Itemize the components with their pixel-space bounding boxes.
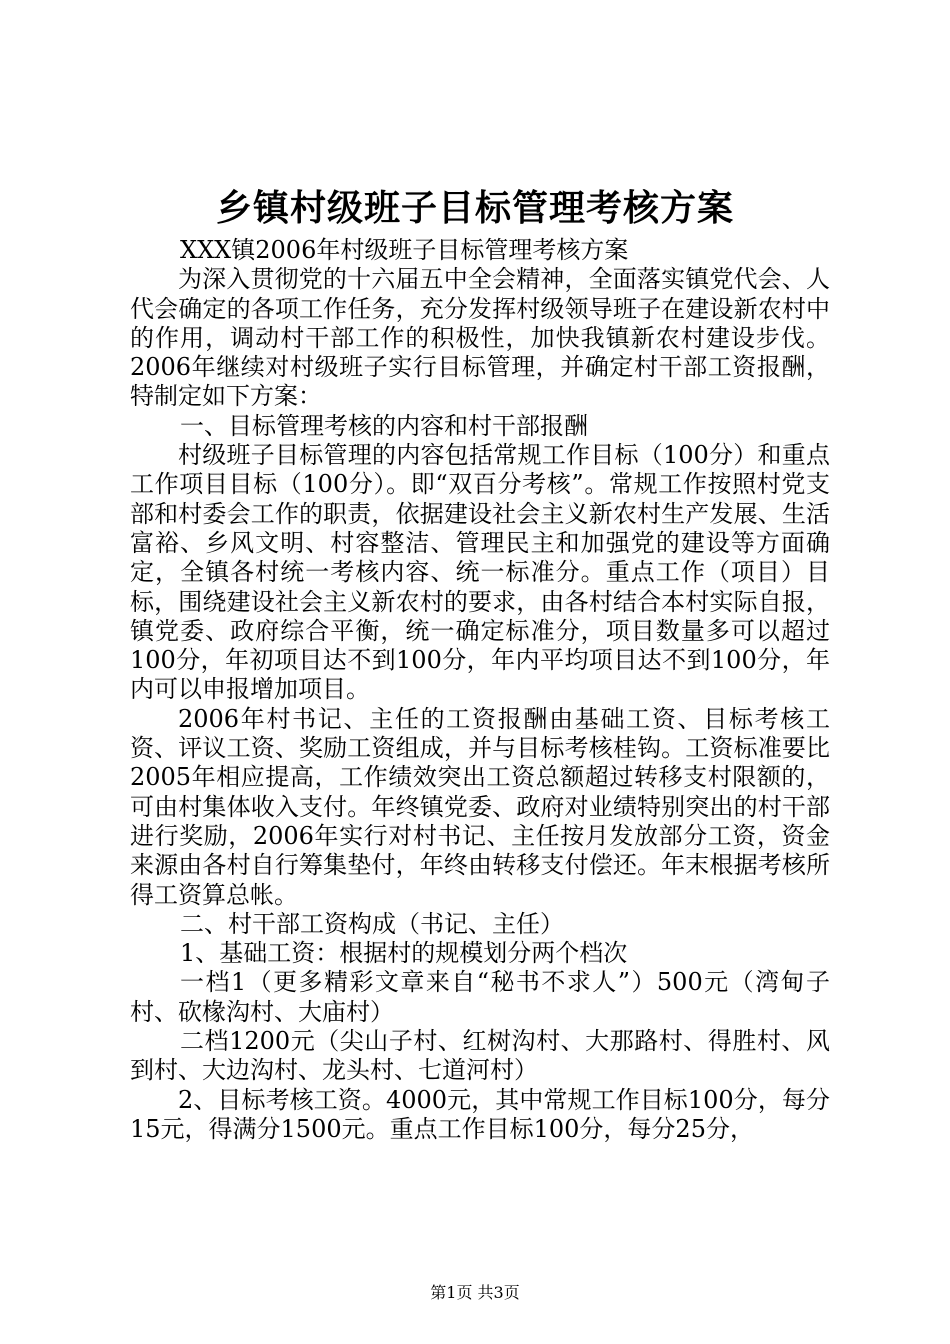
item-base-salary: 1、基础工资：根据村的规模划分两个档次	[180, 939, 628, 968]
document-body	[130, 236, 830, 1144]
paragraph-content: 村级班子目标管理的内容包括常规工作目标（100分）和重点工作项目目标（100分）。即“双百分考核”。常规工作按照村党支部和村委会工作的职责，依据建设社会主义新农村生产发展、生活富裕、乡风文明、村容整洁、管理民主和加强党的建设等方面确定，全镇各村统一考核内容、统一标准分。重点工作（项目）目标，围绕建设社会主义新农村的要求，由各村结合本村实际自报，镇党委、政府综合平衡，统一确定标准分，项目数量多可以超过100分，年初项目达不到100分，年内平均项目达不到100分，年内可以申报增加项目。	[130, 441, 830, 704]
item-tier-one: 一档1（更多精彩文章来自“秘书不求人”）500元（湾甸子村、砍椽沟村、大庙村）	[130, 968, 830, 1026]
section-heading-2: 二、村干部工资构成（书记、主任）	[180, 909, 564, 938]
document-title: 乡镇村级班子目标管理考核方案	[215, 187, 734, 229]
section-heading-1: 一、目标管理考核的内容和村干部报酬	[180, 411, 588, 440]
item-tier-two: 二档1200元（尖山子村、红树沟村、大那路村、得胜村、风到村、大边沟村、龙头村、七道河村）	[130, 1027, 830, 1085]
item-target-salary: 2、目标考核工资。4000元，其中常规工作目标100分，每分15元，得满分1500元。重点工作目标100分，每分25分，	[130, 1085, 830, 1143]
paragraph-heading-line: XXX镇2006年村级班子目标管理考核方案	[180, 236, 629, 264]
page-footer: 第1页 共3页	[430, 1283, 520, 1302]
paragraph-salary: 2006年村书记、主任的工资报酬由基础工资、目标考核工资、评议工资、奖励工资组成，并与目标考核桂钩。工资标准要比2005年相应提高，工作绩效突出工资总额超过转移支村限额的，可由村集体收入支付。年终镇党委、政府对业绩特别突出的村干部进行奖励，2006年实行对村书记、主任按月发放部分工资，资金来源由各村自行筹集垫付，年终由转移支付偿还。年末根据考核所得工资算总帐。	[130, 704, 830, 909]
paragraph-intro: 为深入贯彻党的十六届五中全会精神，全面落实镇党代会、人代会确定的各项工作任务，充分发挥村级领导班子在建设新农村中的作用，调动村干部工作的积极性，加快我镇新农村建设步伐。2006年继续对村级班子实行目标管理，并确定村干部工资报酬，特制定如下方案：	[130, 265, 830, 411]
